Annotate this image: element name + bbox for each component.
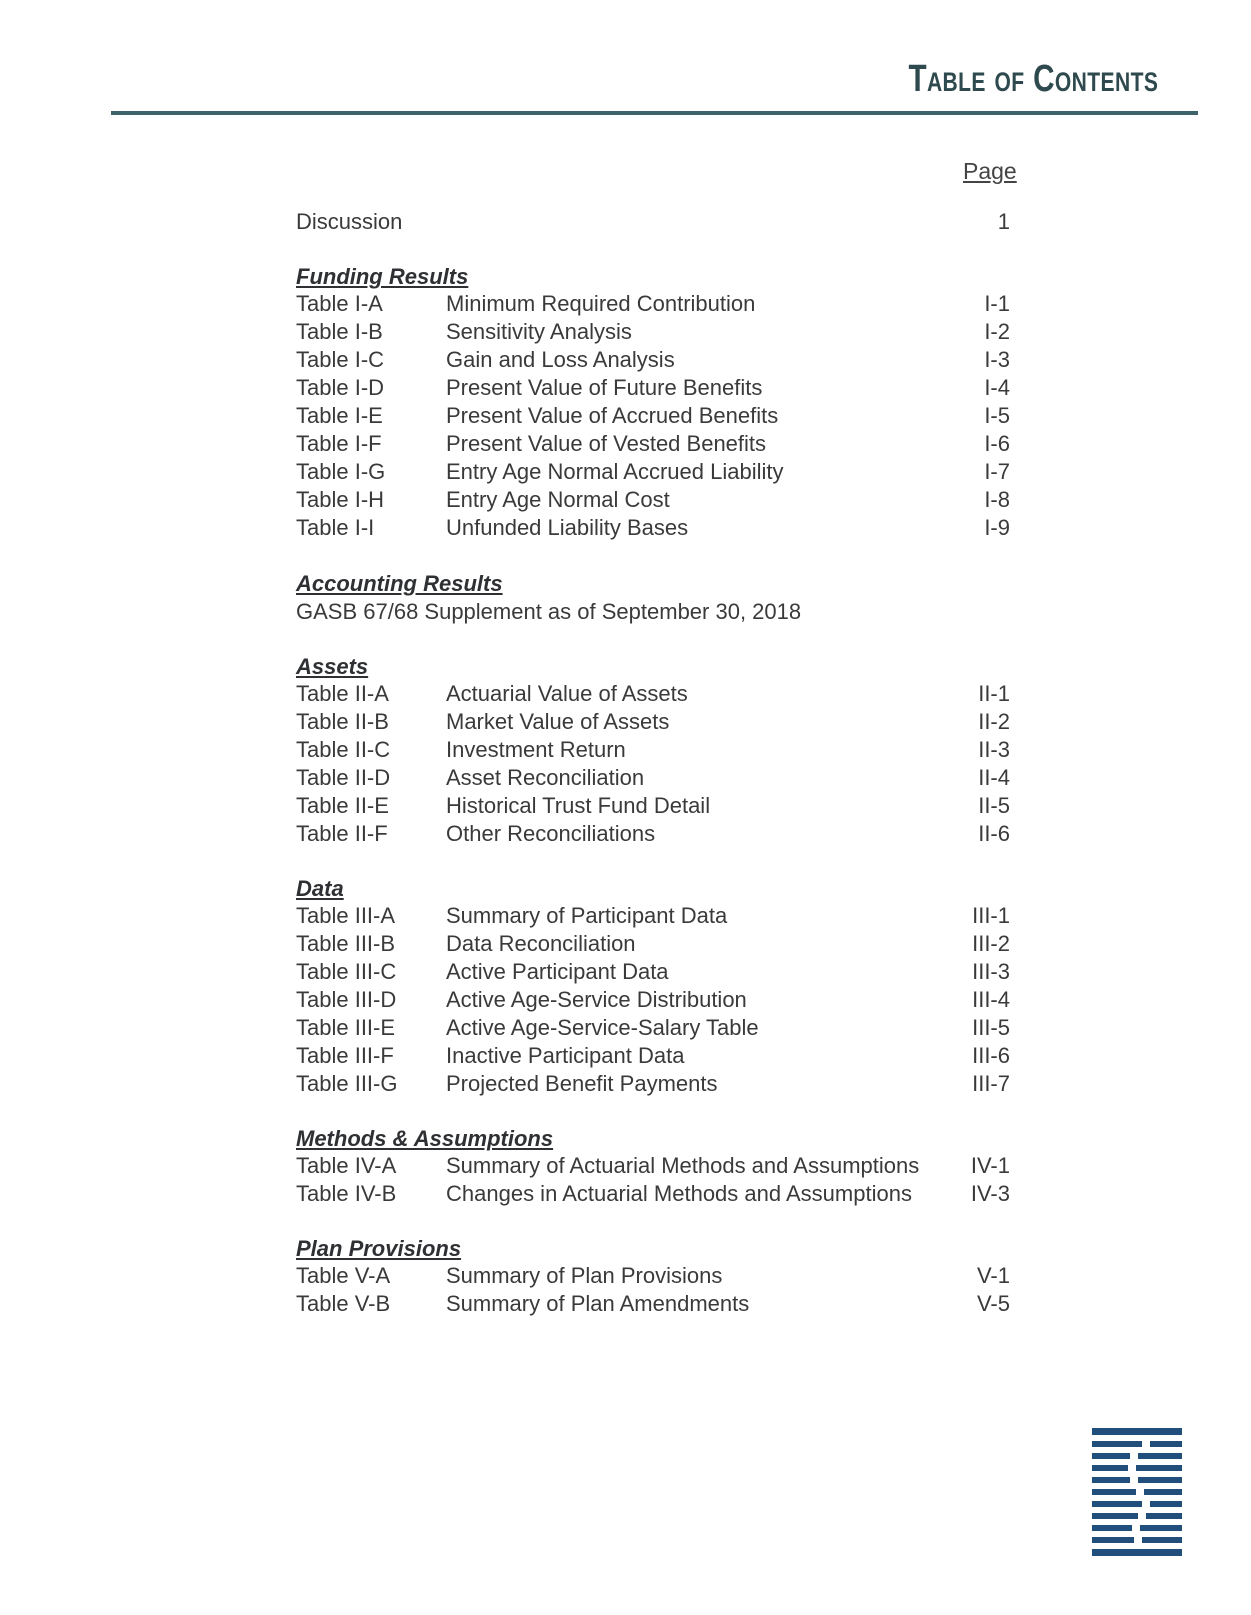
toc-row-page: III-6 — [972, 1043, 1010, 1068]
toc-row-table: Table III-A — [296, 903, 396, 928]
toc-row-page: I-9 — [984, 515, 1010, 540]
toc-row-page: 1 — [997, 209, 1010, 234]
toc-row-page: I-8 — [984, 487, 1010, 512]
toc-row[interactable] — [296, 513, 1016, 542]
toc-row-desc: Other Reconciliations — [446, 821, 656, 846]
toc-row[interactable] — [296, 429, 1016, 458]
toc-row[interactable] — [296, 679, 1016, 708]
toc-row-table: Table I-D — [296, 375, 385, 400]
section-title-funding: Funding Results — [296, 264, 469, 289]
toc-row[interactable] — [296, 1069, 1016, 1098]
toc-row-desc: Summary of Plan Provisions — [446, 1263, 723, 1288]
toc-row-desc: Data Reconciliation — [446, 931, 636, 956]
company-logo-icon — [1092, 1428, 1182, 1563]
toc-row-page: III-3 — [972, 959, 1010, 984]
section-title-provisions: Plan Provisions — [296, 1236, 462, 1261]
toc-row[interactable] — [296, 1151, 1016, 1180]
toc-row[interactable] — [296, 373, 1016, 402]
toc-row-table: Table III-F — [296, 1043, 394, 1068]
toc-row-table: Table III-G — [296, 1071, 398, 1096]
toc-row-table: Table I-B — [296, 319, 383, 344]
toc-row-page: II-2 — [978, 709, 1010, 734]
toc-row[interactable] — [296, 485, 1016, 514]
toc-row-table: Table II-A — [296, 681, 389, 706]
section-title-methods: Methods & Assumptions — [296, 1126, 554, 1151]
toc-row-table: Table I-F — [296, 431, 382, 456]
toc-row[interactable] — [296, 763, 1016, 792]
toc-row-page: III-1 — [972, 903, 1010, 928]
toc-row-desc: Market Value of Assets — [446, 709, 670, 734]
toc-row-table: Table IV-A — [296, 1153, 397, 1178]
toc-row-table: Table III-C — [296, 959, 397, 984]
toc-row[interactable] — [296, 791, 1016, 820]
toc-row-page: IV-1 — [970, 1153, 1010, 1178]
toc-row-table: Table V-A — [296, 1263, 391, 1288]
toc-row-desc: Active Age-Service-Salary Table — [446, 1015, 759, 1040]
toc-row-desc: Sensitivity Analysis — [446, 319, 632, 344]
toc-row[interactable] — [296, 707, 1016, 736]
toc-row-page: II-6 — [978, 821, 1010, 846]
page-column-header: Page — [963, 158, 1017, 184]
section-title-accounting: Accounting Results — [296, 571, 503, 596]
toc-row[interactable] — [296, 735, 1016, 764]
toc-row-page: II-3 — [978, 737, 1010, 762]
toc-row-desc: Present Value of Future Benefits — [446, 375, 763, 400]
toc-row-page: I-6 — [984, 431, 1010, 456]
toc-row-page: III-4 — [972, 987, 1010, 1012]
toc-row[interactable] — [296, 317, 1016, 346]
toc-row[interactable] — [296, 1041, 1016, 1070]
toc-row-table: Table I-G — [296, 459, 386, 484]
toc-row[interactable] — [296, 457, 1016, 486]
toc-row-page: I-1 — [984, 291, 1010, 316]
toc-row[interactable] — [296, 1013, 1016, 1042]
toc-row-table: Table II-C — [296, 737, 391, 762]
title-divider — [111, 111, 1198, 115]
section-title-assets: Assets — [296, 654, 369, 679]
toc-row-desc: Minimum Required Contribution — [446, 291, 756, 316]
toc-row-page: I-2 — [984, 319, 1010, 344]
toc-row-table: Table III-D — [296, 987, 397, 1012]
toc-row-table: Table II-F — [296, 821, 388, 846]
toc-row-desc: Historical Trust Fund Detail — [446, 793, 711, 818]
toc-row-label: Discussion — [296, 209, 403, 234]
toc-row-page: I-3 — [984, 347, 1010, 372]
toc-row-desc: Actuarial Value of Assets — [446, 681, 688, 706]
toc-row-table: Table IV-B — [296, 1181, 397, 1206]
toc-row-table: Table III-B — [296, 931, 396, 956]
toc-row-desc: Active Age-Service Distribution — [446, 987, 747, 1012]
toc-row-page: II-1 — [978, 681, 1010, 706]
toc-row-page: II-5 — [978, 793, 1010, 818]
toc-row-desc: Entry Age Normal Cost — [446, 487, 670, 512]
toc-row-page: III-7 — [972, 1071, 1010, 1096]
toc-row-table: Table II-D — [296, 765, 391, 790]
toc-row[interactable] — [296, 401, 1016, 430]
toc-row-table: Table II-B — [296, 709, 389, 734]
toc-row-desc: Summary of Plan Amendments — [446, 1291, 750, 1316]
toc-row-desc: Summary of Actuarial Methods and Assumptions — [446, 1153, 920, 1178]
toc-row-page: IV-3 — [970, 1181, 1010, 1206]
toc-row-desc: Inactive Participant Data — [446, 1043, 685, 1068]
toc-row[interactable] — [296, 985, 1016, 1014]
toc-row-desc: Asset Reconciliation — [446, 765, 645, 790]
toc-row-desc: Present Value of Vested Benefits — [446, 431, 767, 456]
toc-row-page: V-5 — [976, 1291, 1010, 1316]
toc-row-desc: Changes in Actuarial Methods and Assumptions — [446, 1181, 912, 1206]
toc-row-page: I-4 — [984, 375, 1010, 400]
page-title: Table of Contents — [908, 58, 1158, 100]
toc-row-page: III-5 — [972, 1015, 1010, 1040]
toc-row-desc: Present Value of Accrued Benefits — [446, 403, 779, 428]
toc-row-page: III-2 — [972, 931, 1010, 956]
toc-row[interactable] — [296, 289, 1016, 318]
section-title-data: Data — [296, 876, 344, 901]
toc-row-table: Table I-C — [296, 347, 385, 372]
toc-row[interactable] — [296, 1289, 1016, 1318]
toc-row-page: I-5 — [984, 403, 1010, 428]
toc-row[interactable] — [296, 819, 1016, 848]
toc-row-table: Table I-I — [296, 515, 375, 540]
toc-row[interactable] — [296, 957, 1016, 986]
toc-row-desc: Summary of Participant Data — [446, 903, 728, 928]
toc-row-table: Table I-H — [296, 487, 385, 512]
toc-row-desc: Gain and Loss Analysis — [446, 347, 675, 372]
toc-row-table: Table I-E — [296, 403, 383, 428]
toc-row-table: Table V-B — [296, 1291, 391, 1316]
toc-row[interactable] — [296, 345, 1016, 374]
toc-row[interactable] — [296, 929, 1016, 958]
toc-row-table: Table III-E — [296, 1015, 396, 1040]
accounting-note[interactable]: GASB 67/68 Supplement as of September 30, 2018 — [296, 599, 802, 624]
toc-row-desc: Projected Benefit Payments — [446, 1071, 718, 1096]
toc-row-desc: Active Participant Data — [446, 959, 669, 984]
toc-row[interactable] — [296, 1179, 1016, 1208]
toc-row-desc: Investment Return — [446, 737, 626, 762]
toc-row[interactable] — [296, 1261, 1016, 1290]
toc-row-desc: Unfunded Liability Bases — [446, 515, 689, 540]
toc-row-table: Table II-E — [296, 793, 389, 818]
toc-row-page: II-4 — [978, 765, 1010, 790]
toc-row-discussion[interactable] — [296, 207, 1016, 236]
toc-row-table: Table I-A — [296, 291, 383, 316]
toc-row-desc: Entry Age Normal Accrued Liability — [446, 459, 784, 484]
toc-row-page: V-1 — [976, 1263, 1010, 1288]
toc-row-page: I-7 — [984, 459, 1010, 484]
toc-row[interactable] — [296, 901, 1016, 930]
